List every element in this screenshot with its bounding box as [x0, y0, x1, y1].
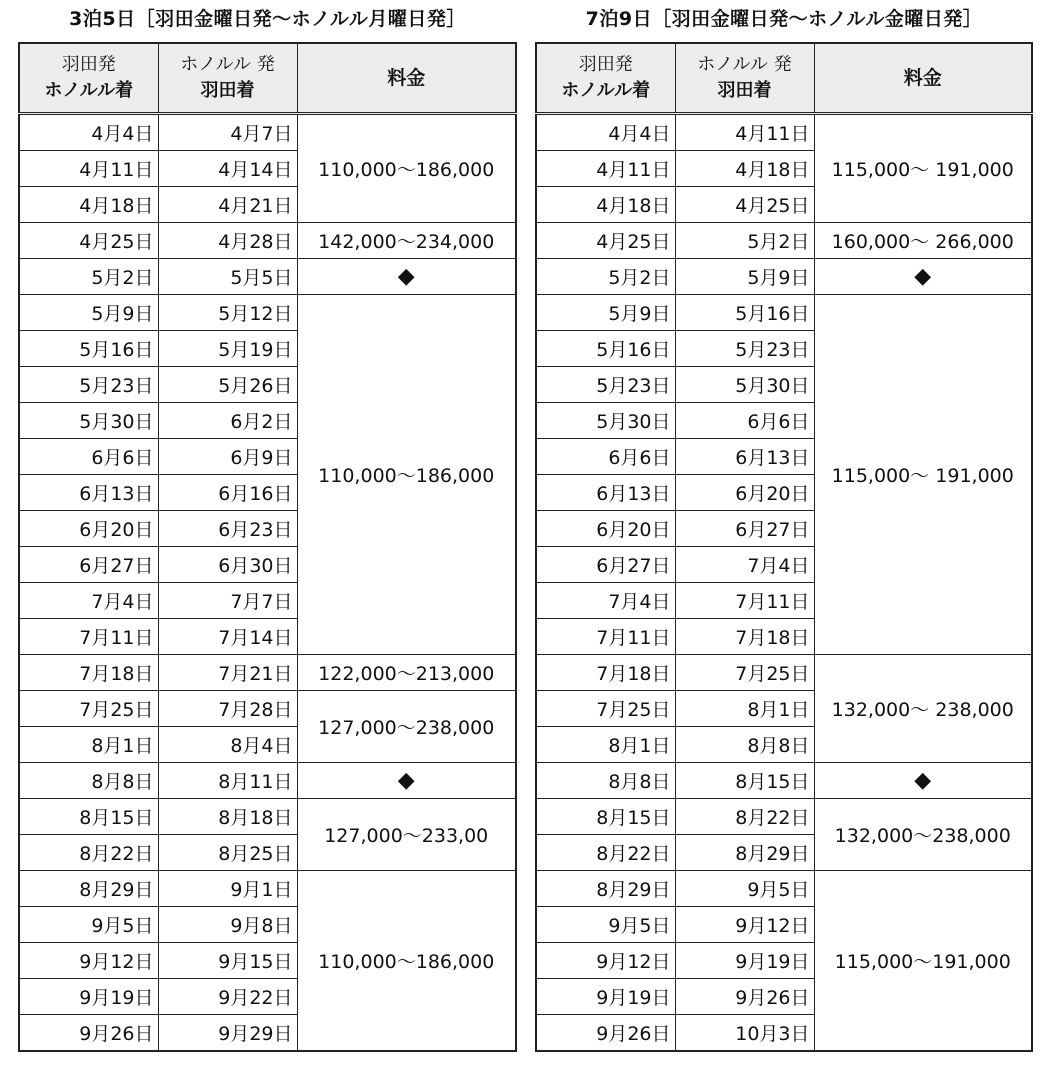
return-date: 8月22日 [675, 799, 814, 835]
table-title: 3泊5日［羽田金曜日発〜ホノルル月曜日発］ [69, 8, 466, 30]
price-range: 127,000〜233,00 [297, 799, 516, 871]
schedule-table [535, 42, 1033, 1052]
return-date: 4月14日 [158, 151, 297, 187]
return-date: 8月15日 [675, 763, 814, 799]
depart-date: 5月16日 [19, 331, 158, 367]
header-return-line1: ホノルル 発 [180, 54, 275, 75]
header-depart [536, 43, 675, 114]
depart-date: 6月20日 [536, 511, 675, 547]
depart-date: 5月23日 [536, 367, 675, 403]
table-title: 7泊9日［羽田金曜日発〜ホノルル金曜日発］ [585, 8, 983, 30]
schedule-body [536, 114, 1032, 1052]
header-depart-line2: ホノルル着 [561, 80, 651, 101]
return-date: 9月1日 [158, 871, 297, 907]
schedule-body [19, 114, 516, 1052]
depart-date: 4月18日 [536, 187, 675, 223]
depart-date: 7月4日 [536, 583, 675, 619]
return-date: 8月25日 [158, 835, 297, 871]
depart-date: 8月15日 [536, 799, 675, 835]
header-depart [19, 43, 158, 114]
depart-date: 9月12日 [19, 943, 158, 979]
diamond-mark: ◆ [814, 259, 1032, 295]
table-row [536, 259, 1032, 295]
depart-date: 8月29日 [19, 871, 158, 907]
header-return-line1: ホノルル 発 [697, 54, 792, 75]
return-date: 7月4日 [675, 547, 814, 583]
return-date: 5月5日 [158, 259, 297, 295]
table-row [19, 223, 516, 259]
return-date: 5月19日 [158, 331, 297, 367]
depart-date: 8月8日 [19, 763, 158, 799]
return-date: 5月26日 [158, 367, 297, 403]
return-date: 9月22日 [158, 979, 297, 1015]
depart-date: 6月27日 [19, 547, 158, 583]
return-date: 8月8日 [675, 727, 814, 763]
depart-date: 4月4日 [536, 114, 675, 151]
depart-date: 9月26日 [19, 1015, 158, 1052]
depart-date: 7月25日 [19, 691, 158, 727]
return-date: 7月21日 [158, 655, 297, 691]
header-return [675, 43, 814, 114]
depart-date: 7月11日 [19, 619, 158, 655]
return-date: 6月23日 [158, 511, 297, 547]
depart-date: 5月9日 [19, 295, 158, 331]
price-range: 160,000〜 266,000 [814, 223, 1032, 259]
depart-date: 8月1日 [536, 727, 675, 763]
return-date: 6月13日 [675, 439, 814, 475]
depart-date: 4月11日 [536, 151, 675, 187]
header-return-line2: 羽田着 [200, 80, 255, 101]
return-date: 4月7日 [158, 114, 297, 151]
table-row [19, 114, 516, 151]
diamond-mark: ◆ [814, 763, 1032, 799]
return-date: 7月28日 [158, 691, 297, 727]
return-date: 6月9日 [158, 439, 297, 475]
return-date: 7月11日 [675, 583, 814, 619]
return-date: 6月16日 [158, 475, 297, 511]
price-range: 142,000〜234,000 [297, 223, 516, 259]
return-date: 6月6日 [675, 403, 814, 439]
price-range: 122,000〜213,000 [297, 655, 516, 691]
return-date: 6月30日 [158, 547, 297, 583]
return-date: 8月1日 [675, 691, 814, 727]
return-date: 5月30日 [675, 367, 814, 403]
depart-date: 6月20日 [19, 511, 158, 547]
depart-date: 6月6日 [536, 439, 675, 475]
diamond-mark: ◆ [297, 259, 516, 295]
return-date: 5月9日 [675, 259, 814, 295]
tour-panel-3n5d [18, 0, 517, 1052]
return-date: 4月18日 [675, 151, 814, 187]
return-date: 4月21日 [158, 187, 297, 223]
schedule-table [18, 42, 517, 1052]
depart-date: 8月22日 [536, 835, 675, 871]
return-date: 8月11日 [158, 763, 297, 799]
depart-date: 9月26日 [536, 1015, 675, 1052]
return-date: 6月27日 [675, 511, 814, 547]
table-row [19, 763, 516, 799]
depart-date: 6月13日 [536, 475, 675, 511]
tour-panel-7n9d [535, 0, 1033, 1052]
return-date: 5月2日 [675, 223, 814, 259]
table-row [536, 114, 1032, 151]
price-range: 115,000〜 191,000 [814, 295, 1032, 655]
depart-date: 8月22日 [19, 835, 158, 871]
return-date: 9月5日 [675, 871, 814, 907]
return-date: 8月18日 [158, 799, 297, 835]
diamond-mark: ◆ [297, 763, 516, 799]
return-date: 9月12日 [675, 907, 814, 943]
header-return-line2: 羽田着 [717, 80, 772, 101]
depart-date: 9月5日 [19, 907, 158, 943]
price-range: 115,000〜 191,000 [814, 114, 1032, 223]
return-date: 6月20日 [675, 475, 814, 511]
depart-date: 5月23日 [19, 367, 158, 403]
header-return [158, 43, 297, 114]
price-range: 132,000〜238,000 [814, 799, 1032, 871]
depart-date: 7月25日 [536, 691, 675, 727]
return-date: 4月11日 [675, 114, 814, 151]
price-range: 110,000〜186,000 [297, 295, 516, 655]
depart-date: 7月11日 [536, 619, 675, 655]
table-row [19, 799, 516, 835]
table-row [19, 655, 516, 691]
depart-date: 5月16日 [536, 331, 675, 367]
return-date: 7月25日 [675, 655, 814, 691]
return-date: 9月26日 [675, 979, 814, 1015]
return-date: 5月16日 [675, 295, 814, 331]
depart-date: 4月18日 [19, 187, 158, 223]
depart-date: 6月27日 [536, 547, 675, 583]
return-date: 10月3日 [675, 1015, 814, 1052]
depart-date: 7月18日 [19, 655, 158, 691]
depart-date: 5月30日 [536, 403, 675, 439]
depart-date: 5月9日 [536, 295, 675, 331]
depart-date: 7月18日 [536, 655, 675, 691]
price-range: 127,000〜238,000 [297, 691, 516, 763]
return-date: 9月19日 [675, 943, 814, 979]
table-row [536, 223, 1032, 259]
price-range: 132,000〜 238,000 [814, 655, 1032, 763]
depart-date: 9月19日 [19, 979, 158, 1015]
table-row [19, 259, 516, 295]
depart-date: 9月19日 [536, 979, 675, 1015]
depart-date: 4月25日 [536, 223, 675, 259]
table-row [536, 655, 1032, 691]
table-row [536, 799, 1032, 835]
return-date: 4月28日 [158, 223, 297, 259]
return-date: 7月14日 [158, 619, 297, 655]
table-row [19, 871, 516, 907]
depart-date: 4月11日 [19, 151, 158, 187]
return-date: 8月29日 [675, 835, 814, 871]
return-date: 7月18日 [675, 619, 814, 655]
return-date: 4月25日 [675, 187, 814, 223]
header-depart-line2: ホノルル着 [44, 80, 134, 101]
table-row [536, 871, 1032, 907]
price-range: 115,000〜191,000 [814, 871, 1032, 1052]
depart-date: 6月6日 [19, 439, 158, 475]
header-price: 料金 [814, 43, 1032, 114]
return-date: 9月15日 [158, 943, 297, 979]
price-range: 110,000〜186,000 [297, 871, 516, 1052]
table-row [19, 295, 516, 331]
table-row [19, 691, 516, 727]
header-depart-line1: 羽田発 [578, 54, 633, 75]
return-date: 6月2日 [158, 403, 297, 439]
price-range: 110,000〜186,000 [297, 114, 516, 223]
depart-date: 8月15日 [19, 799, 158, 835]
header-depart-line1: 羽田発 [61, 54, 116, 75]
depart-date: 9月12日 [536, 943, 675, 979]
depart-date: 9月5日 [536, 907, 675, 943]
depart-date: 6月13日 [19, 475, 158, 511]
table-row [536, 763, 1032, 799]
header-price: 料金 [297, 43, 516, 114]
depart-date: 4月4日 [19, 114, 158, 151]
depart-date: 5月2日 [19, 259, 158, 295]
depart-date: 5月2日 [536, 259, 675, 295]
return-date: 5月23日 [675, 331, 814, 367]
depart-date: 8月8日 [536, 763, 675, 799]
return-date: 9月8日 [158, 907, 297, 943]
return-date: 7月7日 [158, 583, 297, 619]
return-date: 9月29日 [158, 1015, 297, 1052]
return-date: 5月12日 [158, 295, 297, 331]
return-date: 8月4日 [158, 727, 297, 763]
depart-date: 8月1日 [19, 727, 158, 763]
depart-date: 7月4日 [19, 583, 158, 619]
table-row [536, 295, 1032, 331]
depart-date: 5月30日 [19, 403, 158, 439]
depart-date: 4月25日 [19, 223, 158, 259]
depart-date: 8月29日 [536, 871, 675, 907]
